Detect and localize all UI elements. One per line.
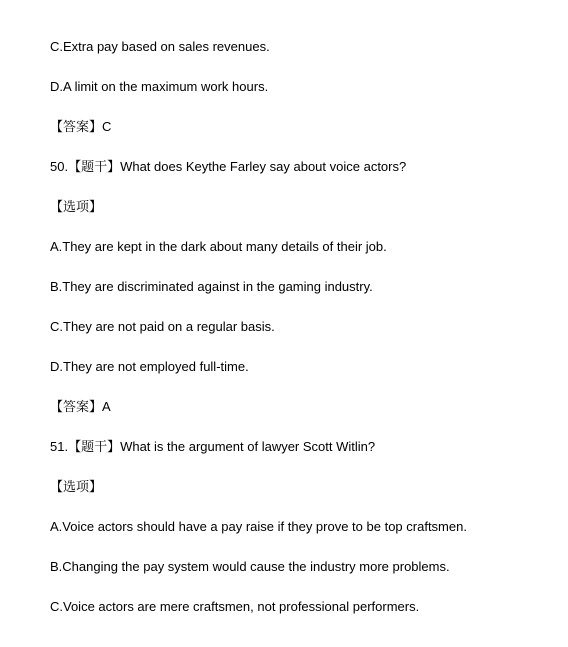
question-51-option-b: B.Changing the pay system would cause the industry more problems. bbox=[50, 559, 450, 574]
question-50-options-heading: 【选项】 bbox=[50, 199, 103, 214]
question-51-stem: 51.【题干】What is the argument of lawyer Scott Witlin? bbox=[50, 439, 376, 454]
option-d-prev-question: D.A limit on the maximum work hours. bbox=[50, 79, 269, 94]
question-50-stem: 50.【题干】What does Keythe Farley say about voice actors? bbox=[50, 159, 407, 174]
question-50-option-c: C.They are not paid on a regular basis. bbox=[50, 319, 275, 334]
question-50-option-d: D.They are not employed full-time. bbox=[50, 359, 249, 374]
question-51-option-c: C.Voice actors are mere craftsmen, not professional performers. bbox=[50, 599, 420, 614]
question-50-answer: 【答案】A bbox=[50, 399, 111, 414]
question-50-option-a: A.They are kept in the dark about many details of their job. bbox=[50, 239, 387, 254]
answer-prev-question: 【答案】C bbox=[50, 119, 112, 134]
question-51-option-a: A.Voice actors should have a pay raise if they prove to be top craftsmen. bbox=[50, 519, 467, 534]
question-50-option-b: B.They are discriminated against in the gaming industry. bbox=[50, 279, 373, 294]
question-51-options-heading: 【选项】 bbox=[50, 479, 103, 494]
option-c-prev-question: C.Extra pay based on sales revenues. bbox=[50, 39, 270, 54]
